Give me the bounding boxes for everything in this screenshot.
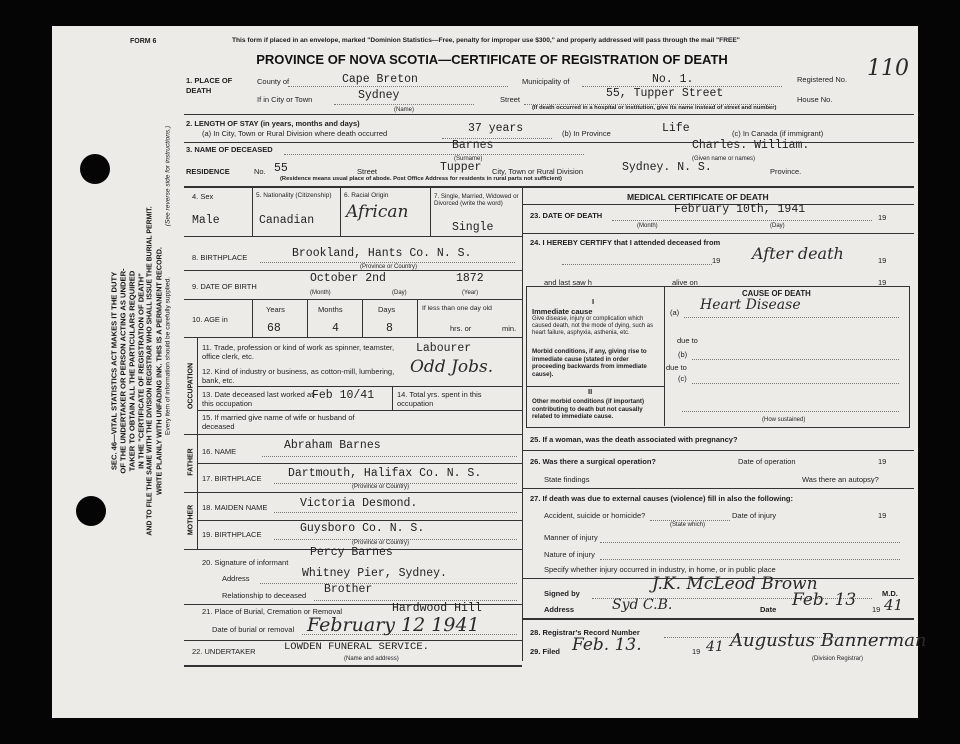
alive-19: 19 <box>878 278 887 287</box>
street-label: Street <box>500 95 521 104</box>
dob-month-day: October 2nd <box>310 272 386 285</box>
accident-label: Accident, suicide or homicide? <box>544 511 646 520</box>
father-side-label: FATHER <box>187 448 195 476</box>
immediate-label: Immediate cause <box>532 307 593 316</box>
birthplace-note: (Province or Country) <box>360 264 418 270</box>
occupation-side-label: OCCUPATION <box>187 362 195 410</box>
burial-place: Hardwood Hill <box>392 602 482 615</box>
father-name-label: 16. NAME <box>202 447 237 456</box>
side-notice-line: (See reverse side for instructions.) <box>164 125 172 227</box>
cause-heading: CAUSE OF DEATH <box>742 289 811 298</box>
md-label: M.D. <box>882 589 898 598</box>
death-certificate <box>52 26 927 718</box>
registrar-note: (Division Registrar) <box>812 656 864 662</box>
woman-label: 25. If a woman, was the death associated with pregnancy? <box>530 435 738 444</box>
cause-a-label: (a) <box>670 308 680 317</box>
days-label: Days <box>378 305 396 314</box>
state-findings-label: State findings <box>544 475 590 484</box>
med-address-label: Address <box>544 605 575 614</box>
death-year-19: 19 <box>878 213 887 222</box>
manner-label: Manner of injury <box>544 533 598 542</box>
med-date-label: Date <box>760 605 777 614</box>
other-desc: Other morbid conditions (if important) contributing to death but not causally related to immediate cause. <box>532 398 645 420</box>
birthplace-value: Brookland, Hants Co. N. S. <box>292 247 472 260</box>
med-signed-date: Feb. 13 <box>792 590 857 610</box>
filed-19: 19 <box>692 647 701 656</box>
signed-by-label: Signed by <box>544 589 580 598</box>
filed-year: 41 <box>706 639 724 655</box>
name-note: (Name) <box>394 107 415 113</box>
injury-date-label: Date of injury <box>732 511 777 520</box>
side-notice-line: WRITE PLAINLY WITH UNFADING INK. THIS IS A PERMANENT RECORD. <box>154 247 164 495</box>
how-sustained: (How sustained) <box>762 417 806 423</box>
racial-value: African <box>346 202 409 222</box>
father-birthplace-label: 17. BIRTHPLACE <box>202 474 262 483</box>
burial-date: February 12 1941 <box>307 614 480 636</box>
cause-a-value: Heart Disease <box>700 297 801 313</box>
years-label: Years <box>266 305 285 314</box>
specify-label: Specify whether injury occurred in industry, in home, or in public place <box>544 565 776 574</box>
month-note: (Month) <box>310 290 331 296</box>
informant-address-label: Address <box>222 574 250 583</box>
external-label: 27. If death was due to external causes (violence) fill in also the following: <box>530 494 793 503</box>
last-worked-label: 13. Date deceased last worked at this occupation <box>202 390 314 408</box>
sex-label: 4. Sex <box>192 192 214 201</box>
autopsy-label: Was there an autopsy? <box>802 475 879 484</box>
med-signed-year: 41 <box>884 596 904 614</box>
age-label: 10. AGE in <box>192 315 228 324</box>
cause-c-label: (c) <box>678 374 687 383</box>
nationality-value: Canadian <box>259 214 315 227</box>
burial-place-label: 21. Place of Burial, Cremation or Removal <box>202 607 343 616</box>
death-day-note: (Day) <box>770 223 785 229</box>
death-month-note: (Month) <box>637 223 658 229</box>
immediate-desc: Give disease, injury or complication which caused death, not the mode of dying, such as heart failure, asphyxia, asthenia, etc. <box>532 316 654 336</box>
registrar-signature: Augustus Bannerman <box>730 630 927 651</box>
county-value: Cape Breton <box>342 73 418 86</box>
father-birthplace: Dartmouth, Halifax Co. N. S. <box>288 467 482 480</box>
father-name: Abraham Barnes <box>284 439 381 452</box>
filed-label: 29. Filed <box>530 647 561 656</box>
residence-city: Sydney. N. S. <box>622 161 712 174</box>
med-19: 19 <box>872 605 881 614</box>
morbid-desc: Morbid conditions, if any, giving rise to immediate cause (stated in order proceeding backwards from immediate cause). <box>532 348 647 378</box>
trade-label: 11. Trade, profession or kind of work as spinner, teamster, office clerk, etc. <box>202 343 395 361</box>
operation-date-label: Date of operation <box>738 457 796 466</box>
months-label: Months <box>318 305 343 314</box>
stay-canada-label: (c) In Canada (if immigrant) <box>732 129 824 138</box>
city-value: Sydney <box>358 89 400 102</box>
signed-by-value: J.K. McLeod Brown <box>652 574 818 594</box>
due-to-2: due to <box>666 363 687 372</box>
mother-side-label: MOTHER <box>187 504 195 536</box>
mother-birthplace-label: 19. BIRTHPLACE <box>202 530 262 539</box>
nationality-label: 5. Nationality (Citizenship) <box>256 192 332 199</box>
sex-value: Male <box>192 214 220 227</box>
side-notice-line: IN THE "CERTIFICATE OF REGISTRATION OF DEATH" <box>136 273 146 469</box>
filed-date: Feb. 13. <box>572 635 642 655</box>
side-notice-line: TAKER TO OBTAIN ALL THE PARTICULARS REQUIRED <box>127 270 137 472</box>
informant-name: Percy Barnes <box>310 546 393 559</box>
mother-birthplace: Guysboro Co. N. S. <box>300 522 425 535</box>
surname-note: (Surname) <box>454 156 483 162</box>
stay-city-value: 37 years <box>468 122 524 135</box>
residence-note: (Residence means usual place of abode. Post Office Address for residents in rural parts not sufficient) <box>280 176 562 182</box>
dob-label: 9. DATE OF BIRTH <box>192 282 257 291</box>
residence-city-label: City, Town or Rural Division <box>492 167 583 176</box>
residence-no: 55 <box>274 162 288 175</box>
date-of-death-label: 23. DATE OF DEATH <box>530 211 603 220</box>
certify-label: 24. I HEREBY CERTIFY that I attended deceased from <box>530 238 721 247</box>
certify-19-b: 19 <box>878 256 887 265</box>
municipality-label: Municipality of <box>522 77 570 86</box>
stay-province-value: Life <box>662 122 690 135</box>
deceased-given-names: Charles. William. <box>692 139 810 152</box>
informant-address: Whitney Pier, Sydney. <box>302 567 447 580</box>
state-which: (State which) <box>670 522 706 528</box>
operation-19: 19 <box>878 457 887 466</box>
residence-no-label: No. <box>254 167 266 176</box>
certificate-title: PROVINCE OF NOVA SCOTIA—CERTIFICATE OF REGISTRATION OF DEATH <box>256 52 728 67</box>
undertaker-value: LOWDEN FUNERAL SERVICE. <box>284 641 429 653</box>
city-label: If in City or Town <box>257 95 313 104</box>
min-label: min. <box>502 324 517 333</box>
spouse-label: 15. If married give name of wife or husband of deceased <box>202 413 355 431</box>
street-value: 55, Tupper Street <box>606 87 724 100</box>
other-no: II <box>588 387 593 396</box>
undertaker-label: 22. UNDERTAKER <box>192 647 256 656</box>
last-saw-label: and last saw h <box>544 278 592 287</box>
deceased-surname: Barnes <box>452 139 494 152</box>
stay-province-label: (b) In Province <box>562 129 611 138</box>
medical-heading: MEDICAL CERTIFICATE OF DEATH <box>627 192 769 202</box>
given-note: (Given name or names) <box>692 156 756 162</box>
cause-b-label: (b) <box>678 350 688 359</box>
last-worked-value: Feb 10/41 <box>312 389 375 402</box>
racial-label: 6. Racial Origin <box>344 192 389 199</box>
length-of-stay-label: 2. LENGTH OF STAY (in years, months and days) <box>186 119 360 128</box>
relationship-value: Brother <box>324 583 373 596</box>
residence-street-label: Street <box>357 167 378 176</box>
undertaker-note: (Name and address) <box>344 656 399 662</box>
place-of-death-label: 1. PLACE OF DEATH <box>186 76 233 95</box>
father-prov-note: (Province or Country) <box>352 484 410 490</box>
industry-value: Odd Jobs. <box>410 357 494 377</box>
dob-year: 1872 <box>456 272 484 285</box>
side-notice-line: OF THE UNDERTAKER OR PERSON ACTING AS UNDER- <box>118 268 128 474</box>
deceased-name-label: 3. NAME OF DECEASED <box>186 145 273 154</box>
certify-value: After death <box>752 244 844 263</box>
date-of-death: February 10th, 1941 <box>674 203 806 216</box>
total-years-label: 14. Total yrs. spent in this occupation <box>397 390 482 408</box>
nature-label: Nature of injury <box>544 550 595 559</box>
days-value: 8 <box>386 322 393 335</box>
burial-date-label: Date of burial or removal <box>212 625 295 634</box>
less-than-day-label: If less than one day old <box>422 305 492 312</box>
residence-province-label: Province. <box>770 167 802 176</box>
stay-city-label: (a) In City, Town or Rural Division where death occurred <box>202 129 388 138</box>
relationship-label: Relationship to deceased <box>222 591 307 600</box>
residence-label: RESIDENCE <box>186 167 230 176</box>
immediate-no: I <box>592 297 595 306</box>
certify-19: 19 <box>712 256 721 265</box>
informant-signature-label: 20. Signature of informant <box>202 558 289 567</box>
mother-prov-note: (Province or Country) <box>352 540 410 546</box>
hrs-label: hrs. or <box>450 324 472 333</box>
surgical-label: 26. Was there a surgical operation? <box>530 457 657 466</box>
hospital-note: (If death occurred in a hospital or institution, give its name instead of street and number) <box>532 105 777 111</box>
residence-street: Tupper <box>440 161 482 174</box>
birthplace-label: 8. BIRTHPLACE <box>192 253 248 262</box>
med-address-value: Syd C.B. <box>612 597 673 613</box>
punch-hole-top <box>80 154 110 184</box>
mother-name-label: 18. MAIDEN NAME <box>202 503 268 512</box>
months-value: 4 <box>332 322 339 335</box>
house-no-label: House No. <box>797 95 833 104</box>
day-note: (Day) <box>392 290 407 296</box>
injury-19: 19 <box>878 511 887 520</box>
county-label: County of <box>257 77 290 86</box>
side-notice-line: SEC. 46—VITAL STATISTICS ACT MAKES IT THE DUTY <box>109 271 119 471</box>
mother-name: Victoria Desmond. <box>300 497 418 510</box>
year-note: (Year) <box>462 290 479 296</box>
side-notice-line: AND TO FILE THE SAME WITH THE DIVISION REGISTRAR WHO SHALL ISSUE THE BURIAL PERMIT. <box>146 206 154 536</box>
alive-on-label: alive on <box>672 278 698 287</box>
years-value: 68 <box>267 322 281 335</box>
punch-hole-bottom <box>76 496 106 526</box>
record-number-label: 28. Registrar's Record Number <box>530 628 640 637</box>
form-number: FORM 6 <box>130 38 157 45</box>
mail-notice: This form if placed in an envelope, marked "Dominion Statistics—Free, penalty for improper use $300," and properly addressed will pass through the mail "FREE" <box>232 37 740 44</box>
marital-label: 7. Single, Married, Widowed or Divorced (write the word) <box>434 193 519 207</box>
trade-value: Labourer <box>416 342 472 355</box>
industry-label: 12. Kind of industry or business, as cotton-mill, lumbering, bank, etc. <box>202 367 395 385</box>
registered-no-label: Registered No. <box>797 75 848 84</box>
due-to-1: due to <box>677 336 698 345</box>
side-notice-line: Every item of information should be carefully supplied. <box>164 277 172 435</box>
registered-no: 110 <box>867 56 909 81</box>
municipality-value: No. 1. <box>652 73 694 86</box>
marital-value: Single <box>452 221 494 234</box>
